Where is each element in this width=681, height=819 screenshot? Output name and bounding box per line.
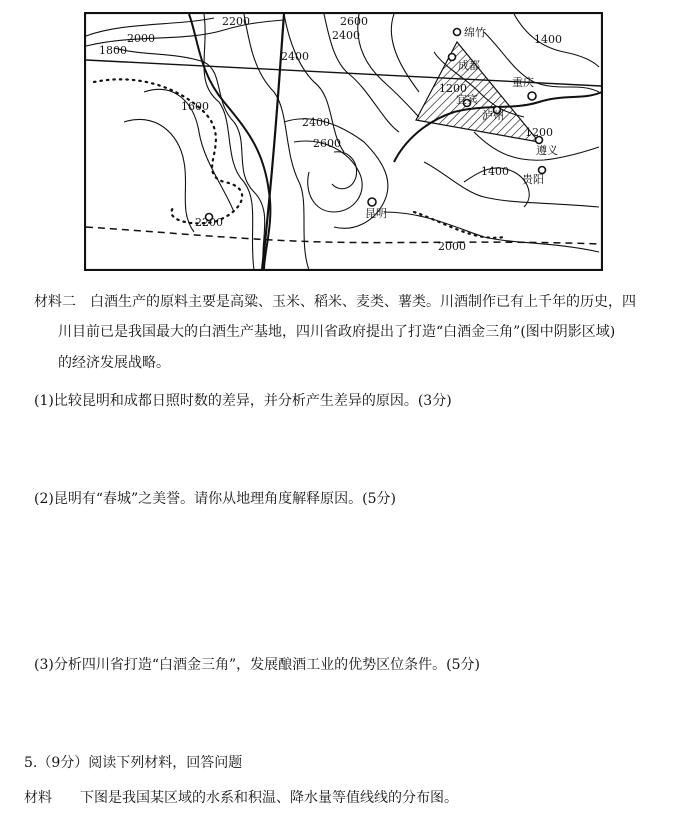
question-3: (3)分析四川省打造“白酒金三角”，发展酿酒工业的优势区位条件。(5分) <box>34 657 480 673</box>
contour-label: 2400 <box>281 50 309 63</box>
city-label-zunyi: 遵义 <box>536 144 558 157</box>
contour-label: 2400 <box>332 29 360 42</box>
material2-line1: 材料二 白酒生产的原料主要是高粱、玉米、稻米、麦类、薯类。川酒制作已有上千年的历史，四 <box>34 294 636 310</box>
contour-label: 2400 <box>302 116 330 129</box>
city-label-chongqing: 重庆 <box>512 76 534 89</box>
city-label-mianzhu: 绵竹 <box>464 26 486 39</box>
contour-label: 2000 <box>127 32 155 45</box>
city-label-yibin: 宜宾 <box>456 93 478 106</box>
contour-label: 2600 <box>313 137 341 150</box>
question-1: (1)比较昆明和成都日照时数的差异，并分析产生差异的原因。(3分) <box>34 393 452 409</box>
contour-label: 1200 <box>525 126 553 139</box>
contour-label: 2200 <box>195 216 223 229</box>
section5-heading: 5.（9分）阅读下列材料，回答问题 <box>24 755 243 771</box>
contour-label: 2600 <box>340 15 368 28</box>
contour-label: 1600 <box>181 100 209 113</box>
contour-label: 1800 <box>99 44 127 57</box>
contour-label: 1400 <box>534 33 562 46</box>
contour-label: 2200 <box>222 15 250 28</box>
material2-line3: 的经济发展战略。 <box>58 355 170 371</box>
city-label-guiyang: 贵阳 <box>522 173 544 186</box>
contour-label: 1200 <box>439 82 467 95</box>
contour-label: 2000 <box>438 240 466 253</box>
contour-label: 1400 <box>481 165 509 178</box>
map-svg <box>84 12 603 271</box>
section5-material: 材料 下图是我国某区域的水系和积温、降水量等值线线的分布图。 <box>24 790 458 806</box>
city-label-kunming: 昆明 <box>365 207 387 220</box>
material2-line2: 川目前已是我国最大的白酒生产基地，四川省政府提出了打造“白酒金三角”(图中阴影区域) <box>58 324 616 340</box>
city-label-luzhou: 泸州 <box>482 109 504 122</box>
city-label-chengdu: 成都 <box>458 59 480 72</box>
contour-map <box>84 12 603 271</box>
map-border <box>85 13 602 270</box>
question-2: (2)昆明有“春城”之美誉。请你从地理角度解释原因。(5分) <box>34 491 396 507</box>
